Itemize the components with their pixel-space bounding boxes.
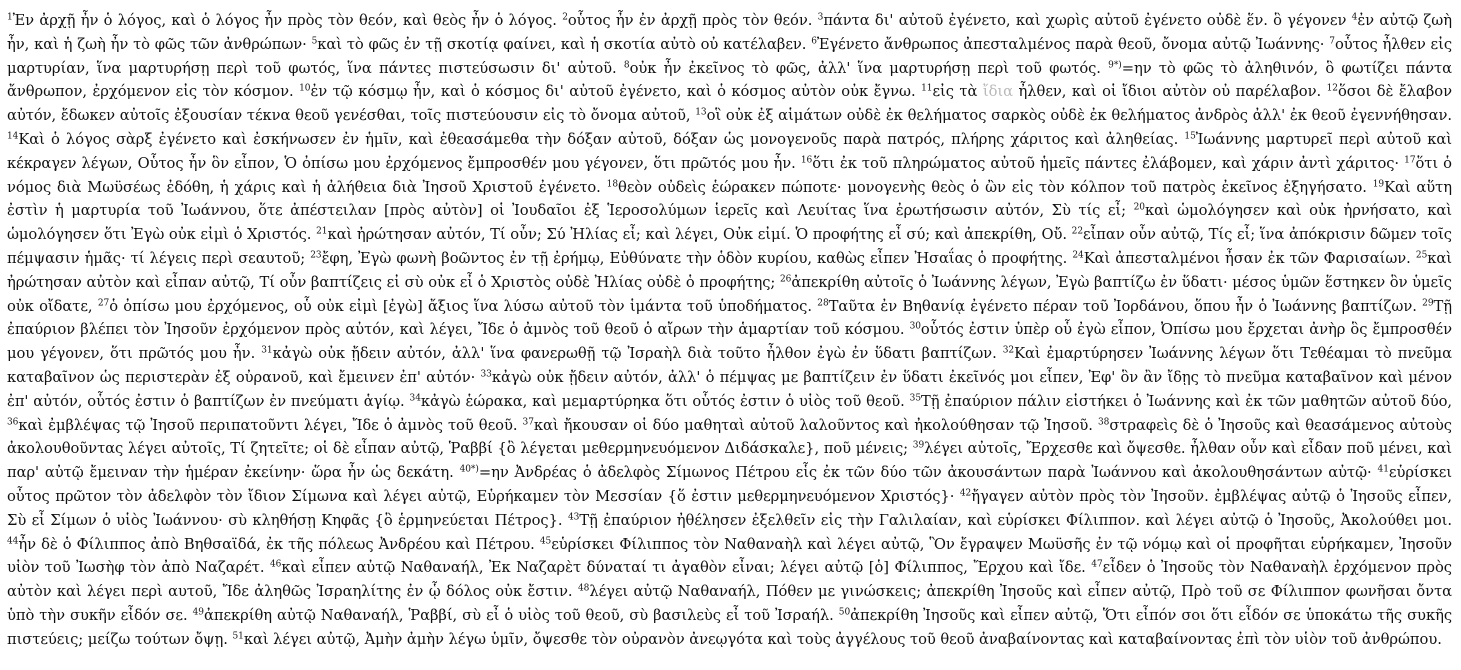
verse-text: ἦλθεν, καὶ οἱ ἴδιοι αὐτὸν οὐ παρέλαβον. xyxy=(1013,83,1327,101)
verse-number: 15 xyxy=(1184,131,1196,142)
verse-text: καὶ εἶπεν αὐτῷ Ναθαναήλ, Ἐκ Ναζαρὲτ δύναταί τι ἀγαθὸν εἶναι; λέγει αὐτῷ [ὁ] Φίλιππος, Ἔρχου καὶ ἴδε. xyxy=(281,559,1092,577)
verse-number: 21 xyxy=(316,226,328,237)
verse-number: 32 xyxy=(1002,345,1015,356)
verse-number: 45 xyxy=(539,535,552,546)
verse-number: 44 xyxy=(7,535,19,546)
verse-number: 7 xyxy=(1329,36,1335,47)
verse-number: 41 xyxy=(1377,464,1389,475)
verse-number: 13 xyxy=(695,107,707,118)
verse-text: λέγει αὐτῷ Ναθαναήλ, Πόθεν με γινώσκεις; ἀπεκρίθη Ἰησοῦς καὶ εἶπεν αὐτῷ, Πρὸ τοῦ σε Φίλιππον φωνῆσαι ὄντα ὑπὸ τὴν συκῆν εἶδόν σε. xyxy=(7,583,1453,624)
verse-number: 6 xyxy=(811,36,817,47)
verse-number: 20 xyxy=(1133,202,1145,213)
verse-number: 35 xyxy=(909,393,922,404)
verse-text: οὗτός ἐστιν ὑπὲρ οὗ ἐγὼ εἶπον, Ὀπίσω μου ἔρχεται ἀνὴρ ὃς ἔμπροσθέν μου γέγονεν, ὅτι πρῶτός μου ἦν. xyxy=(7,321,1452,363)
verse-text: λέγει αὐτοῖς, Ἔρχεσθε καὶ ὄψεσθε. ἦλθαν οὖν καὶ εἶδαν ποῦ μένει, καὶ παρ' αὐτῷ ἔμειναν τὴν ἡμέραν ἐκείνην· ὥρα ἦν ὡς δεκάτη. xyxy=(7,440,1452,482)
verse-number: 29 xyxy=(1422,297,1434,308)
verse-text: Καὶ αὕτη ἐστὶν ἡ μαρτυρία τοῦ Ἰωάννου, ὅτε ἀπέστειλαν [πρὸς αὐτὸν] οἱ Ἰουδαῖοι ἐξ Ἱεροσολύμων ἱερεῖς καὶ Λευίτας ἵνα ἐρωτήσωσιν αὐτόν, Σὺ τίς εἶ; xyxy=(7,178,1453,220)
verse-number: 23 xyxy=(310,250,322,261)
verse-text: θεὸν οὐδεὶς ἑώρακεν πώποτε· μονογενὴς θεὸς ὁ ὢν εἰς τὸν κόλπον τοῦ πατρὸς ἐκεῖνος ἐξηγήσατο. xyxy=(618,178,1373,196)
verse-text: στραφεὶς δὲ ὁ Ἰησοῦς καὶ θεασάμενος αὐτοὺς ἀκολουθοῦντας λέγει αὐτοῖς, Τί ζητεῖτε; οἱ δὲ εἶπαν αὐτῷ, Ῥαββί {ὃ λέγεται μεθερμηνευόμενον Διδάσκαλε}, ποῦ μένεις; xyxy=(7,416,1452,458)
verse-number: 1 xyxy=(7,12,13,23)
verse-text: οὐκ ἦν ἐκεῖνος τὸ φῶς, ἀλλ' ἵνα μαρτυρήσῃ περὶ τοῦ φωτός. xyxy=(629,59,1109,77)
verse-text: οὗτος ἦν ἐν ἀρχῇ πρὸς τὸν θεόν. xyxy=(567,12,818,29)
verse-number: 33 xyxy=(480,369,492,380)
verse-number: 22 xyxy=(1071,226,1084,237)
verse-number: 24 xyxy=(1072,250,1084,261)
verse-text: κἀγὼ οὐκ ᾔδειν αὐτόν, ἀλλ' ὁ πέμψας με βαπτίζειν ἐν ὕδατι ἐκεῖνός μοι εἶπεν, Ἐφ' ὃν ἂν ἴδῃς τὸ πνεῦμα καταβαῖνον καὶ μένον ἐπ' αὐτόν, οὗτός ἐστιν ὁ βαπτίζων ἐν πνεύματι ἁγίῳ. xyxy=(7,368,1452,410)
verse-text: πάντα δι' αὐτοῦ ἐγένετο, καὶ χωρὶς αὐτοῦ ἐγένετο οὐδὲ ἕν. ὃ γέγονεν xyxy=(823,12,1352,29)
verse-text: καὶ ἠρώτησαν αὐτόν, Τί οὖν; Σύ Ἠλίας εἶ; καὶ λέγει, Οὐκ εἰμί. Ὁ προφήτης εἶ σύ; καὶ ἀπεκρίθη, Οὔ. xyxy=(327,226,1072,244)
verse-text: Τῇ ἐπαύριον ἠθέλησεν ἐξελθεῖν εἰς τὴν Γαλιλαίαν, καὶ εὑρίσκει Φίλιππον. καὶ λέγει αὐτῷ ὁ Ἰησοῦς, Ἀκολούθει μοι. xyxy=(579,511,1452,529)
verse-number: 11 xyxy=(921,83,933,94)
verse-number: 36 xyxy=(7,416,19,427)
verse-number: 50 xyxy=(838,607,851,618)
verse-text: Τῇ ἐπαύριον πάλιν εἱστήκει ὁ Ἰωάννης καὶ ἐκ τῶν μαθητῶν αὐτοῦ δύο, xyxy=(921,392,1452,410)
verse-text: Καὶ ἐμαρτύρησεν Ἰωάννης λέγων ὅτι Τεθέαμαι τὸ πνεῦμα καταβαῖνον ὡς περιστερὰν ἐξ οὐρανοῦ, καὶ ἔμεινεν ἐπ' αὐτόν· xyxy=(7,345,1452,386)
verse-text: εὑρίσκει Φίλιππος τὸν Ναθαναὴλ καὶ λέγει αὐτῷ, Ὃν ἔγραψεν Μωϋσῆς ἐν τῷ νόμῳ καὶ οἱ προφῆται εὑρήκαμεν, Ἰησοῦν υἱὸν τοῦ Ἰωσὴφ τὸν ἀπὸ Ναζαρέτ. xyxy=(7,535,1452,577)
verse-text: καὶ ἤκουσαν οἱ δύο μαθηταὶ αὐτοῦ λαλοῦντος καὶ ἠκολούθησαν τῷ Ἰησοῦ. xyxy=(533,416,1098,434)
verse-number: 3 xyxy=(817,12,824,23)
verse-number: 4 xyxy=(1351,12,1358,23)
verse-text: ἀπεκρίθη Ἰησοῦς καὶ εἶπεν αὐτῷ, Ὅτι εἶπόν σοι ὅτι εἶδόν σε ὑποκάτω τῆς συκῆς πιστεύεις; μείζω τούτων ὄψῃ. xyxy=(7,606,1452,648)
verse-text: ἦν δὲ ὁ Φίλιππος ἀπὸ Βηθσαϊδά, ἐκ τῆς πόλεως Ἀνδρέου καὶ Πέτρου. xyxy=(18,535,540,553)
verse-number: 37 xyxy=(522,416,534,427)
verse-text: Τῇ ἐπαύριον βλέπει τὸν Ἰησοῦν ἐρχόμενον πρὸς αὐτόν, καὶ λέγει, Ἴδε ὁ ἀμνὸς τοῦ θεοῦ ὁ αἴρων τὴν ἁμαρτίαν τοῦ κόσμου. xyxy=(7,297,1452,339)
verse-text: Ταῦτα ἐν Βηθανίᾳ ἐγένετο πέραν τοῦ Ἰορδάνου, ὅπου ἦν ὁ Ἰωάννης βαπτίζων. xyxy=(828,297,1423,315)
verse-text: =ην τὸ φῶς τὸ ἀληθινόν, ὃ φωτίζει πάντα ἄνθρωπον, ἐρχόμενον εἰς τὸν κόσμον. xyxy=(7,59,1452,101)
verse-text: ἐν τῷ κόσμῳ ἦν, καὶ ὁ κόσμος δι' αὐτοῦ ἐγένετο, καὶ ὁ κόσμος αὐτὸν οὐκ ἔγνω. xyxy=(310,83,922,101)
verse-text: ὅσοι δὲ ἔλαβον αὐτόν, ἔδωκεν αὐτοῖς ἐξουσίαν τέκνα θεοῦ γενέσθαι, τοῖς πιστεύουσιν εἰς τὸ ὄνομα αὐτοῦ, xyxy=(7,83,1452,125)
verse-number: 46 xyxy=(270,559,282,570)
verse-text: καὶ τὸ φῶς ἐν τῇ σκοτίᾳ φαίνει, καὶ ἡ σκοτία αὐτὸ οὐ κατέλαβεν. xyxy=(317,35,812,53)
verse-text: Ἐν ἀρχῇ ἦν ὁ λόγος, καὶ ὁ λόγος ἦν πρὸς τὸν θεόν, καὶ θεὸς ἦν ὁ λόγος. xyxy=(12,12,563,29)
verse-number: 30 xyxy=(909,321,921,332)
verse-number: 17 xyxy=(1404,155,1416,166)
verse-number: 10 xyxy=(299,83,311,94)
verse-text: καὶ ὡμολόγησεν καὶ οὐκ ἠρνήσατο, καὶ ὡμολόγησεν ὅτι Ἐγὼ οὐκ εἰμὶ ὁ Χριστός. xyxy=(7,202,1452,244)
verse-text: ἀπεκρίθη αὐτοῖς ὁ Ἰωάννης λέγων, Ἐγὼ βαπτίζω ἐν ὕδατι· μέσος ὑμῶν ἕστηκεν ὃν ὑμεῖς οὐκ οἴδατε, xyxy=(7,273,1452,315)
verse-text: ὁ ὀπίσω μου ἐρχόμενος, οὗ οὐκ εἰμὶ [ἐγὼ] ἄξιος ἵνα λύσω αὐτοῦ τὸν ἱμάντα τοῦ ὑποδήματος. xyxy=(109,297,818,315)
verse-number: 14 xyxy=(7,131,19,142)
verse-text: κἀγὼ ἑώρακα, καὶ μεμαρτύρηκα ὅτι οὗτός ἐστιν ὁ υἱὸς τοῦ θεοῦ. xyxy=(420,392,910,410)
verse-text: Καὶ ὁ λόγος σὰρξ ἐγένετο καὶ ἐσκήνωσεν ἐν ἡμῖν, καὶ ἐθεασάμεθα τὴν δόξαν αὐτοῦ, δόξαν ὡς μονογενοῦς παρὰ πατρός, πλήρης χάριτος καὶ ἀληθείας. xyxy=(18,130,1185,148)
verse-number: 51 xyxy=(232,631,244,642)
verse-text: εἶπαν οὖν αὐτῷ, Τίς εἶ; ἵνα ἀπόκρισιν δῶμεν τοῖς πέμψασιν ἡμᾶς· τί λέγεις περὶ σεαυτοῦ; xyxy=(7,226,1452,267)
highlighted-word: ἴδια xyxy=(982,83,1013,101)
verse-number: 34 xyxy=(409,393,421,404)
verse-number: 42 xyxy=(959,488,972,499)
verse-text: εἰς τὰ xyxy=(932,83,983,101)
verse-text: ἔφη, Ἐγὼ φωνὴ βοῶντος ἐν τῇ ἐρήμῳ, Εὐθύνατε τὴν ὁδὸν κυρίου, καθὼς εἶπεν Ἠσαΐας ὁ προφήτης. xyxy=(321,249,1073,267)
verse-text: καὶ ἐμβλέψας τῷ Ἰησοῦ περιπατοῦντι λέγει, Ἴδε ὁ ἀμνὸς τοῦ θεοῦ. xyxy=(18,416,523,434)
verse-text: κἀγὼ οὐκ ᾔδειν αὐτόν, ἀλλ' ἵνα φανερωθῇ τῷ Ἰσραὴλ διὰ τοῦτο ἦλθον ἐγὼ ἐν ὕδατι βαπτίζων. xyxy=(272,345,1003,363)
verse-text: οὗτος ἦλθεν εἰς μαρτυρίαν, ἵνα μαρτυρήσῃ περὶ τοῦ φωτός, ἵνα πάντες πιστεύσωσιν δι' αὐτοῦ. xyxy=(7,35,1453,77)
verse-number: 18 xyxy=(606,179,619,189)
verse-number: 25 xyxy=(1415,250,1428,261)
verse-number: 16 xyxy=(800,155,813,166)
verse-text: καὶ ἠρώτησαν αὐτὸν καὶ εἶπαν αὐτῷ, Τί οὖν βαπτίζεις εἰ σὺ οὐκ εἶ ὁ Χριστὸς οὐδὲ Ἠλίας οὐδὲ ὁ προφήτης; xyxy=(7,249,1452,291)
verse-number: 31 xyxy=(261,345,273,356)
verse-number: 38 xyxy=(1098,416,1110,427)
verse-number: 28 xyxy=(817,297,829,308)
verse-number: 5 xyxy=(311,36,318,47)
verse-text: εὑρίσκει οὗτος πρῶτον τὸν ἀδελφὸν τὸν ἴδιον Σίμωνα καὶ λέγει αὐτῷ, Εὑρήκαμεν τὸν Μεσσίαν {ὅ ἐστιν μεθερμηνευόμενον Χριστός}· xyxy=(7,464,1452,505)
verse-text: οἳ οὐκ ἐξ αἱμάτων οὐδὲ ἐκ θελήματος σαρκὸς οὐδὲ ἐκ θελήματος ἀνδρὸς ἀλλ' ἐκ θεοῦ ἐγεννήθησαν. xyxy=(706,107,1452,125)
verse-number: 43 xyxy=(567,512,580,523)
verse-number: 39 xyxy=(912,440,925,451)
verse-text: ἤγαγεν αὐτὸν πρὸς τὸν Ἰησοῦν. ἐμβλέψας αὐτῷ ὁ Ἰησοῦς εἶπεν, Σὺ εἶ Σίμων ὁ υἱὸς Ἰωάννου· σὺ κληθήσῃ Κηφᾶς {ὃ ἑρμηνεύεται Πέτρος}. xyxy=(7,487,1452,529)
verse-number: 40*) xyxy=(459,464,479,475)
verse-number: 9*) xyxy=(1108,60,1122,71)
verse-number: 48 xyxy=(577,583,590,594)
verse-number: 19 xyxy=(1372,179,1385,189)
verse-text: Ἰωάννης μαρτυρεῖ περὶ αὐτοῦ καὶ κέκραγεν λέγων, Οὗτος ἦν ὃν εἶπον, Ὁ ὀπίσω μου ἐρχόμενος ἔμπροσθέν μου γέγονεν, ὅτι πρῶτός μου ἦν. xyxy=(7,130,1452,172)
verse-text: =ην Ἀνδρέας ὁ ἀδελφὸς Σίμωνος Πέτρου εἷς ἐκ τῶν δύο τῶν ἀκουσάντων παρὰ Ἰωάννου καὶ ἀκολουθησάντων αὐτῷ· xyxy=(478,464,1378,482)
verse-number: 27 xyxy=(97,297,110,308)
verse-number: 26 xyxy=(779,274,792,285)
verse-text: καὶ λέγει αὐτῷ, Ἀμὴν ἀμὴν λέγω ὑμῖν, ὄψεσθε τὸν οὐρανὸν ἀνεῳγότα καὶ τοὺς ἀγγέλους τοῦ θεοῦ ἀναβαίνοντας καὶ καταβαίνοντας ἐπὶ τὸν υἱὸν τοῦ ἀνθρώπου. xyxy=(243,630,1442,648)
verse-number: 2 xyxy=(562,12,568,23)
verse-text: ὅτι ὁ νόμος διὰ Μωϋσέως ἐδόθη, ἡ χάρις καὶ ἡ ἀλήθεια διὰ Ἰησοῦ Χριστοῦ ἐγένετο. xyxy=(7,154,1452,196)
verse-text: ἀπεκρίθη αὐτῷ Ναθαναήλ, Ῥαββί, σὺ εἶ ὁ υἱὸς τοῦ θεοῦ, σὺ βασιλεὺς εἶ τοῦ Ἰσραήλ. xyxy=(203,606,839,624)
verse-text: Καὶ ἀπεσταλμένοι ἦσαν ἐκ τῶν Φαρισαίων. xyxy=(1083,249,1416,267)
verse-text: ἐν αὐτῷ ζωὴ ἦν, καὶ ἡ ζωὴ ἦν τὸ φῶς τῶν ἀνθρώπων· xyxy=(7,12,1452,53)
verse-text: ὅτι ἐκ τοῦ πληρώματος αὐτοῦ ἡμεῖς πάντες ἐλάβομεν, καὶ χάριν ἀντὶ χάριτος· xyxy=(812,154,1405,172)
verse-text: Ἐγένετο ἄνθρωπος ἀπεσταλμένος παρὰ θεοῦ, ὄνομα αὐτῷ Ἰωάννης· xyxy=(816,35,1330,53)
verse-number: 12 xyxy=(1326,83,1338,94)
verse-number: 47 xyxy=(1091,559,1103,570)
verse-number: 8 xyxy=(623,60,630,71)
verse-text: εἶδεν ὁ Ἰησοῦς τὸν Ναθαναὴλ ἐρχόμενον πρὸς αὐτὸν καὶ λέγει περὶ αυτοῦ, Ἴδε ἀληθῶς Ἰσραηλίτης ἐν ᾧ δόλος οὐκ ἔστιν. xyxy=(7,559,1452,601)
verse-number: 49 xyxy=(192,607,204,618)
